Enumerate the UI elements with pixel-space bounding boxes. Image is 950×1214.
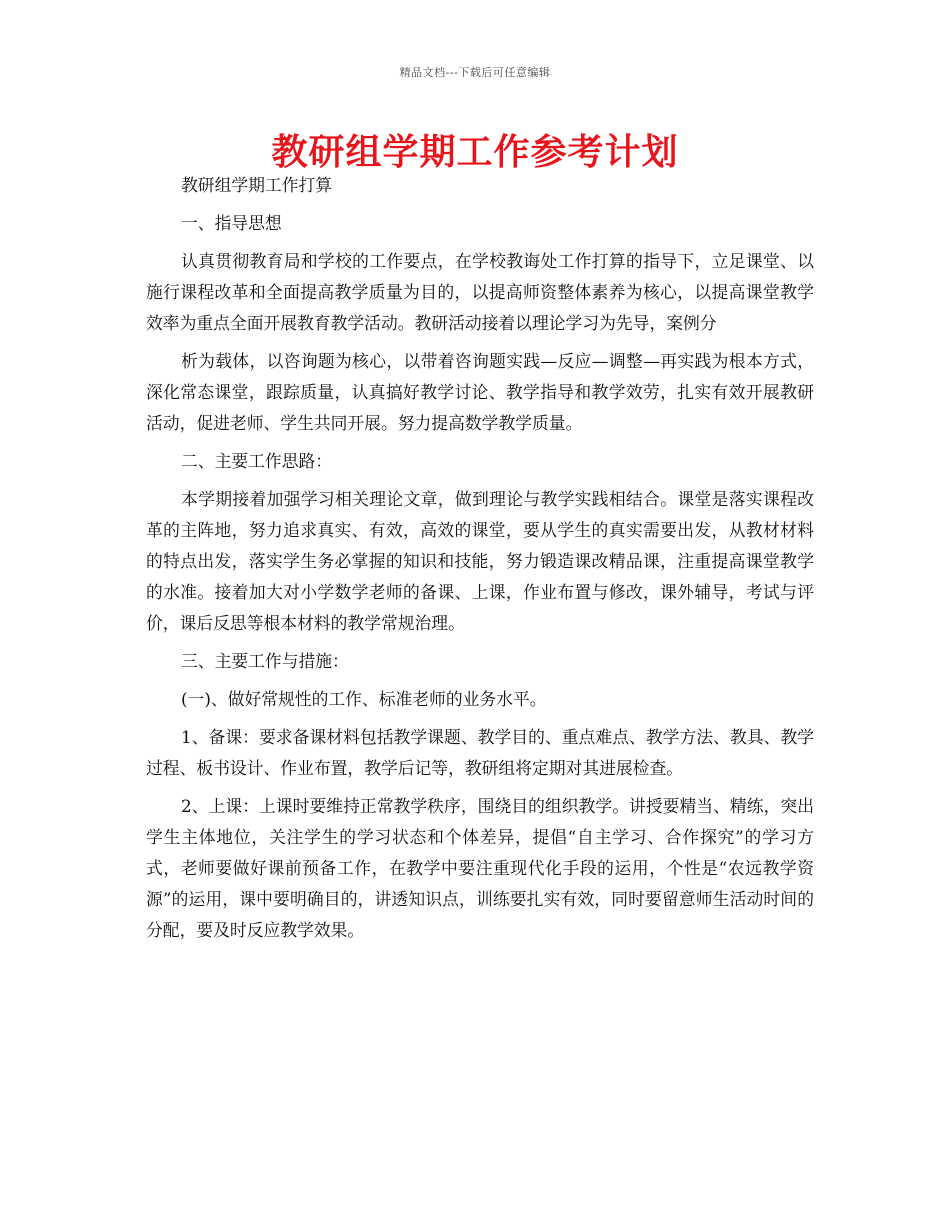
- paragraph: 析为载体，以咨询题为核心，以带着咨询题实践—反应—调整—再实践为根本方式，深化常态课堂，跟踪质量，认真搞好教学讨论、教学指导和教学效劳，扎实有效开展教研活动，促进老师、学生共同开展。努力提高数学教学质量。: [146, 351, 814, 433]
- document-title: 教研组学期工作参考计划: [271, 132, 679, 173]
- section-heading-work-ideas: 二、主要工作思路：: [181, 451, 333, 471]
- section-heading-work-measures: 三、主要工作与措施：: [181, 651, 349, 671]
- subsection-heading: (一)、做好常规性的工作、标准老师的业务水平。: [181, 689, 547, 709]
- header-note: 精品文档---下载后可任意编辑: [399, 66, 551, 79]
- paragraph-subtitle: 教研组学期工作打算: [181, 175, 333, 195]
- section-heading-guiding-ideology: 一、指导思想: [181, 213, 282, 233]
- paragraph-lesson-prep: 1、备课：要求备课材料包括教学课题、教学目的、重点难点、教学方法、教具、教学过程、板书设计、作业布置，教学后记等，教研组将定期对其进展检查。: [146, 727, 814, 778]
- paragraph-class-teaching: 2、上课：上课时要维持正常教学秩序，围绕目的组织教学。讲授要精当、精练，突出学生主体地位，关注学生的学习状态和个体差异，提倡“自主学习、合作探究”的学习方式，老师要做好课前预备工作，在教学中要注重现代化手段的运用，个性是“农远教学资源”的运用，课中要明确目的，讲透知识点，训练要扎实有效，同时要留意师生活动时间的分配，要及时反应教学效果。: [146, 796, 814, 940]
- paragraph: 认真贯彻教育局和学校的工作要点，在学校教诲处工作打算的指导下，立足课堂、以施行课程改革和全面提高教学质量为目的，以提高师资整体素养为核心，以提高课堂教学效率为重点全面开展教育教学活动。教研活动接着以理论学习为先导，案例分: [146, 251, 814, 333]
- paragraph: 本学期接着加强学习相关理论文章，做到理论与教学实践相结合。课堂是落实课程改革的主阵地，努力追求真实、有效，高效的课堂，要从学生的真实需要出发，从教材材料的特点出发，落实学生务必掌握的知识和技能，努力锻造课改精品课，注重提高课堂教学的水准。接着加大对小学数学老师的备课、上课，作业布置与修改，课外辅导，考试与评价，课后反思等根本材料的教学常规治理。: [146, 489, 814, 633]
- document-body: [146, 170, 814, 953]
